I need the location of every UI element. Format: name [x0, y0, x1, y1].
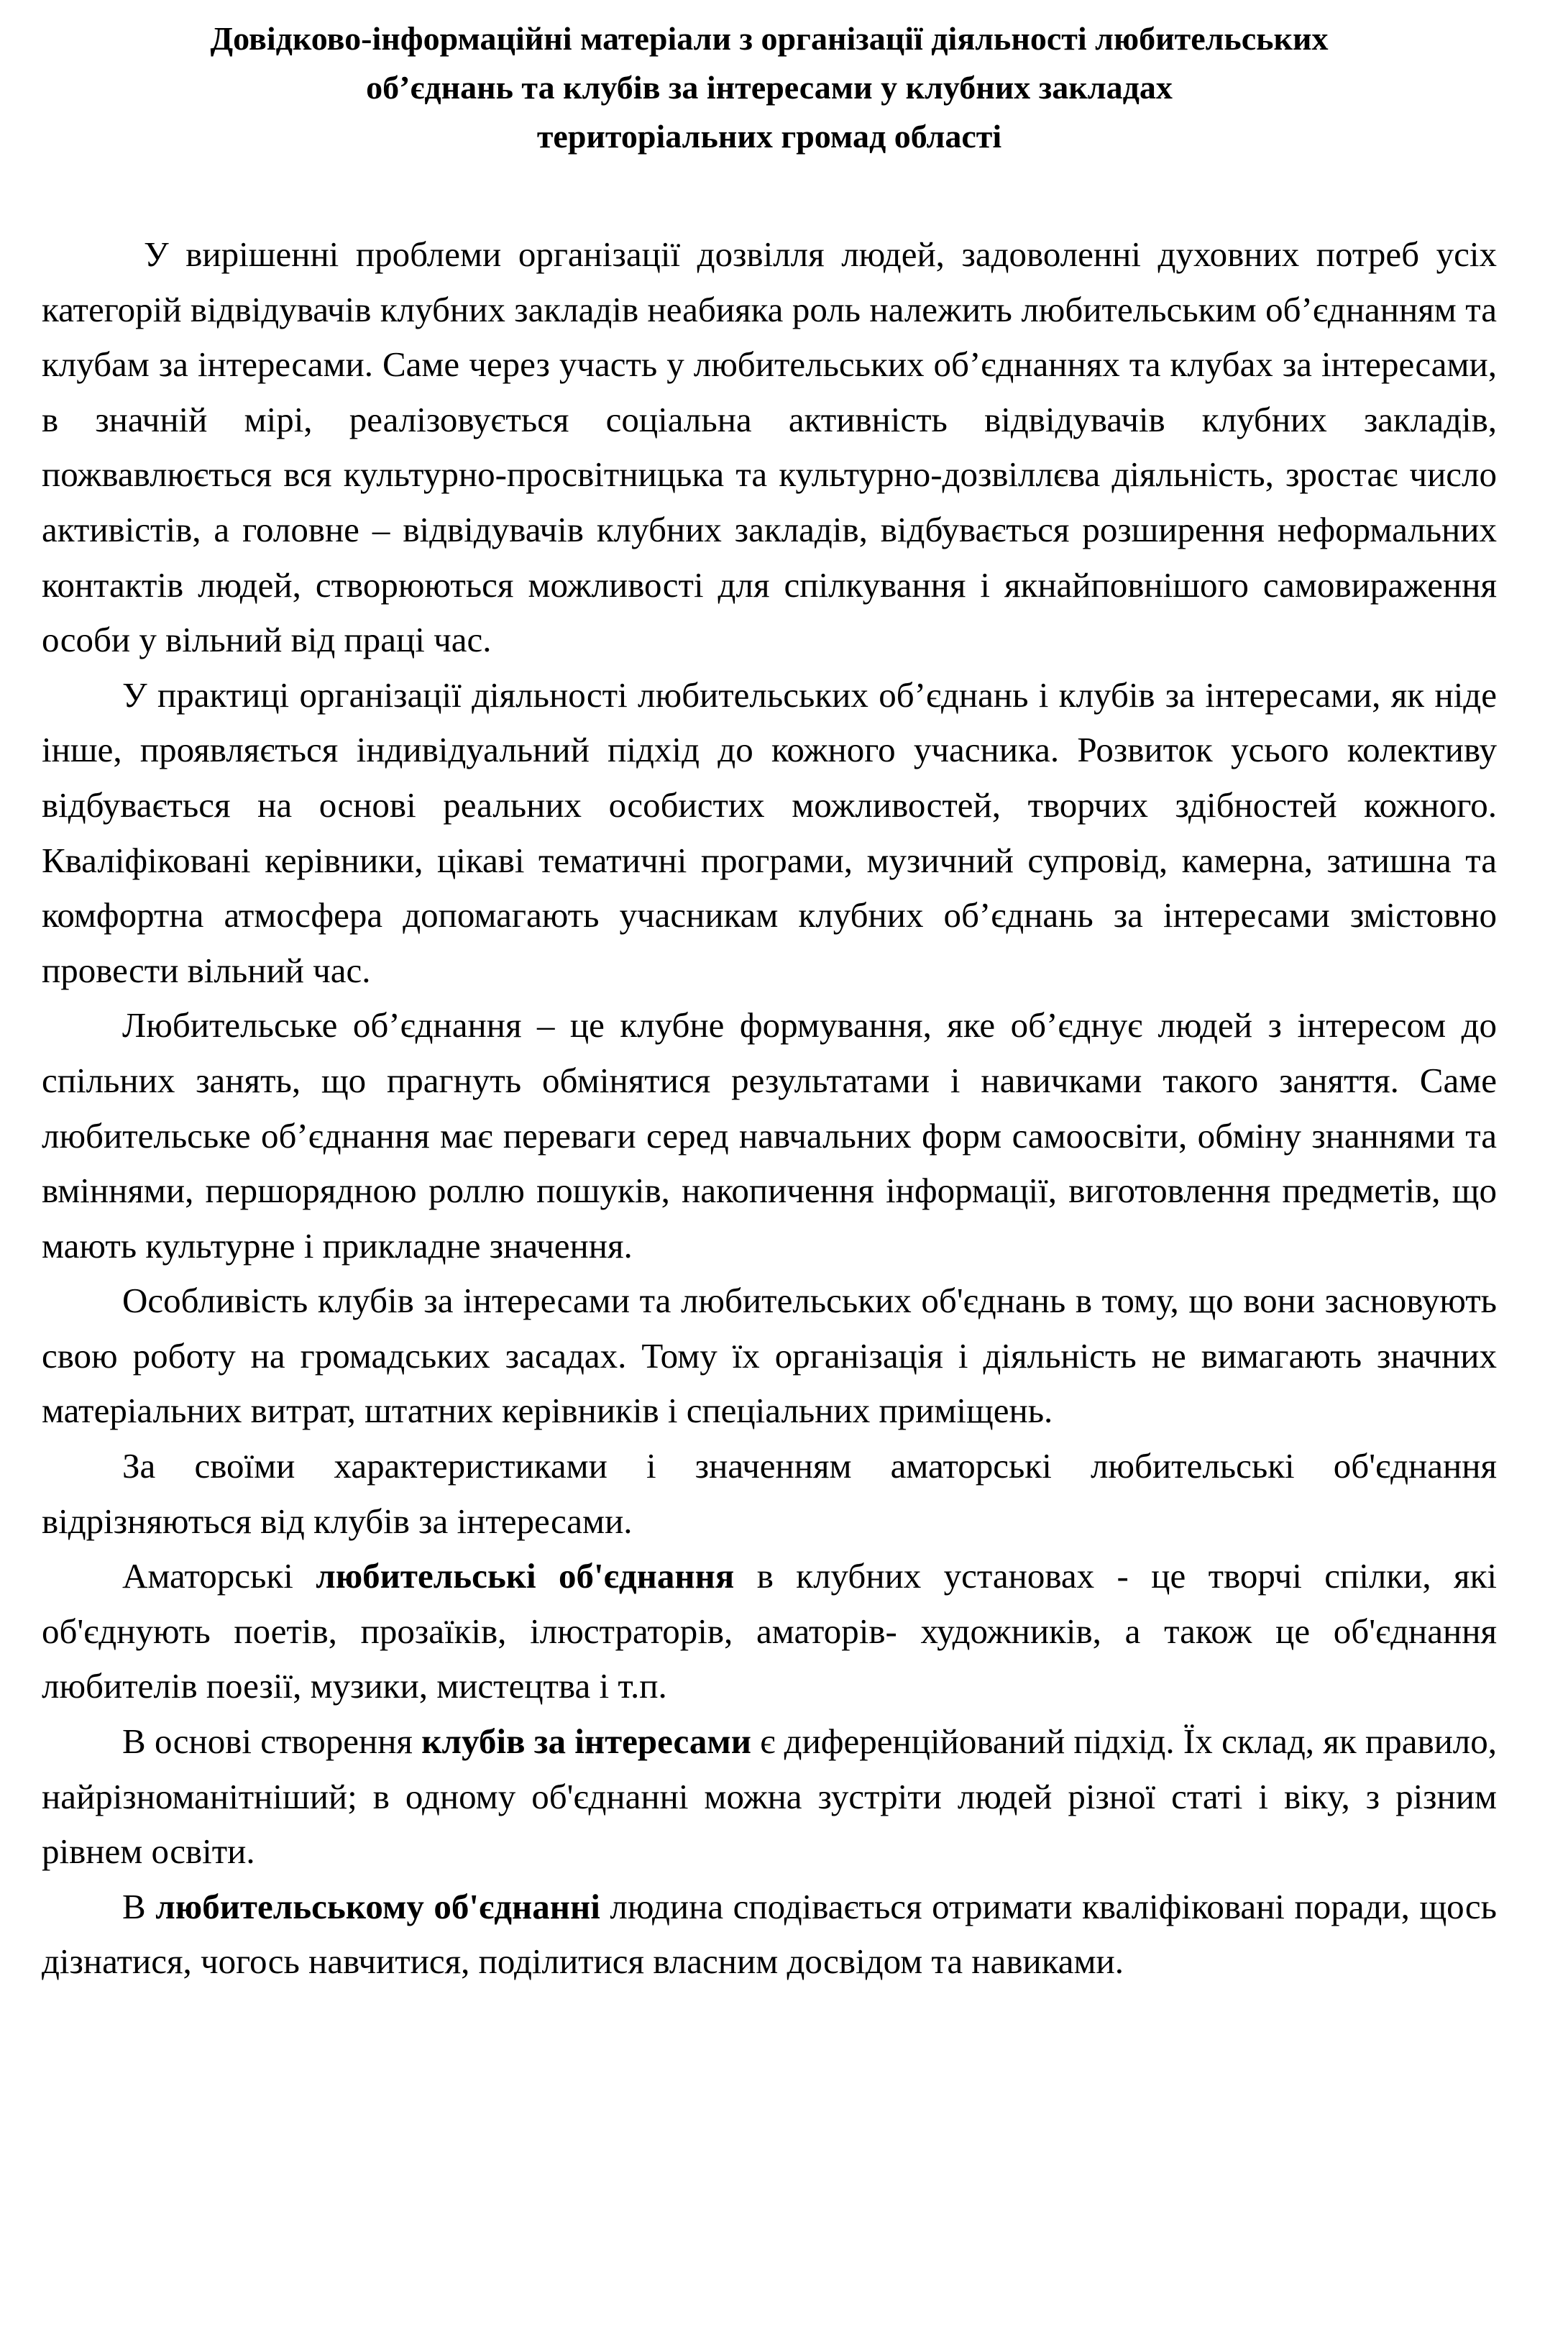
paragraph-7	[42, 1714, 1497, 1880]
document-page	[42, 14, 1497, 1990]
paragraph-8-end: людина сподівається отримати кваліфіковані поради, щось дізнатися, чогось навчитися, поділитися власним досвідом та навиками.	[42, 1886, 1497, 1982]
paragraph-2: У практиці організації діяльності любительських об’єднань і клубів за інтересами, як ніде інше, проявляється індивідуальний підхід до кожного учасника. Розвиток усього колективу відбувається на основі реальних особистих можливостей, творчих здібностей кожного. Кваліфіковані керівники, цікаві тематичні програми, музичний супровід, камерна, затишна та комфортна атмосфера допомагають учасникам клубних об’єднань за інтересами змістовно провести вільний час.	[42, 674, 1497, 990]
paragraph-3: Любительське об’єднання – це клубне формування, яке об’єднує людей з інтересом до спільних занять, що прагнуть обмінятися результатами і навичками такого заняття. Саме любительське об’єднання має переваги серед навчальних форм самоосвіти, обміну знаннями та вміннями, першорядною роллю пошуків, накопичення інформації, виготовлення предметів, що мають культурне і прикладне значення.	[42, 1005, 1497, 1266]
paragraph-8	[42, 1880, 1497, 1990]
document-title	[42, 14, 1497, 161]
title-line-2: об’єднань та клубів за інтересами у клубних закладах	[366, 69, 1173, 106]
paragraph-1: У вирішенні проблеми організації дозвілля людей, задоволенні духовних потреб усіх категорій відвідувачів клубних закладів неабияка роль належить любительським об’єднанням та клубам за інтересами. Саме через участь у любительських об’єднаннях та клубах за інтересами, в значній мірі, реалізовується соціальна активність відвідувачів клубних закладів, пожвавлюється вся культурно-просвітницька та культурно-дозвіллєва діяльність, зростає число активістів, а головне – відвідувачів клубних закладів, відбувається розширення неформальних контактів людей, створюються можливості для спілкування і якнайповнішого самовираження особи у вільний від праці час.	[42, 234, 1497, 660]
paragraph-7-start: В основі створення	[122, 1721, 422, 1762]
paragraph-6-end: в клубних установах - це творчі спілки, які об'єднують поетів, прозаїків, ілюстраторів, аматорів- художників, а також це об'єднання любителів поезії, музики, мистецтва і т.п.	[42, 1556, 1497, 1706]
paragraph-6-bold-term: любительські об'єднання	[316, 1556, 735, 1596]
paragraph-6	[42, 1549, 1497, 1714]
paragraph-8-bold-term: любительському об'єднанні	[155, 1886, 600, 1926]
title-line-1: Довідково-інформаційні матеріали з організації діяльності любительських	[210, 20, 1329, 57]
title-line-3: територіальних громад області	[536, 118, 1002, 155]
paragraph-8-start: В	[122, 1886, 156, 1926]
paragraph-5: За своїми характеристиками і значенням аматорські любительські об'єднання відрізняються від клубів за інтересами.	[42, 1446, 1497, 1541]
paragraph-7-end: є диференційований підхід. Їх склад, як правило, найрізноманітніший; в одному об'єднанні можна зустріти людей різної статі і віку, з різним рівнем освіти.	[42, 1721, 1498, 1872]
paragraph-4: Особливість клубів за інтересами та любительських об'єднань в тому, що вони засновують свою роботу на громадських засадах. Тому їх організація і діяльність не вимагають значних матеріальних витрат, штатних керівників і спеціальних приміщень.	[42, 1281, 1497, 1431]
paragraph-6-start: Аматорські	[122, 1556, 316, 1596]
paragraph-7-bold-term: клубів за інтересами	[421, 1721, 751, 1762]
